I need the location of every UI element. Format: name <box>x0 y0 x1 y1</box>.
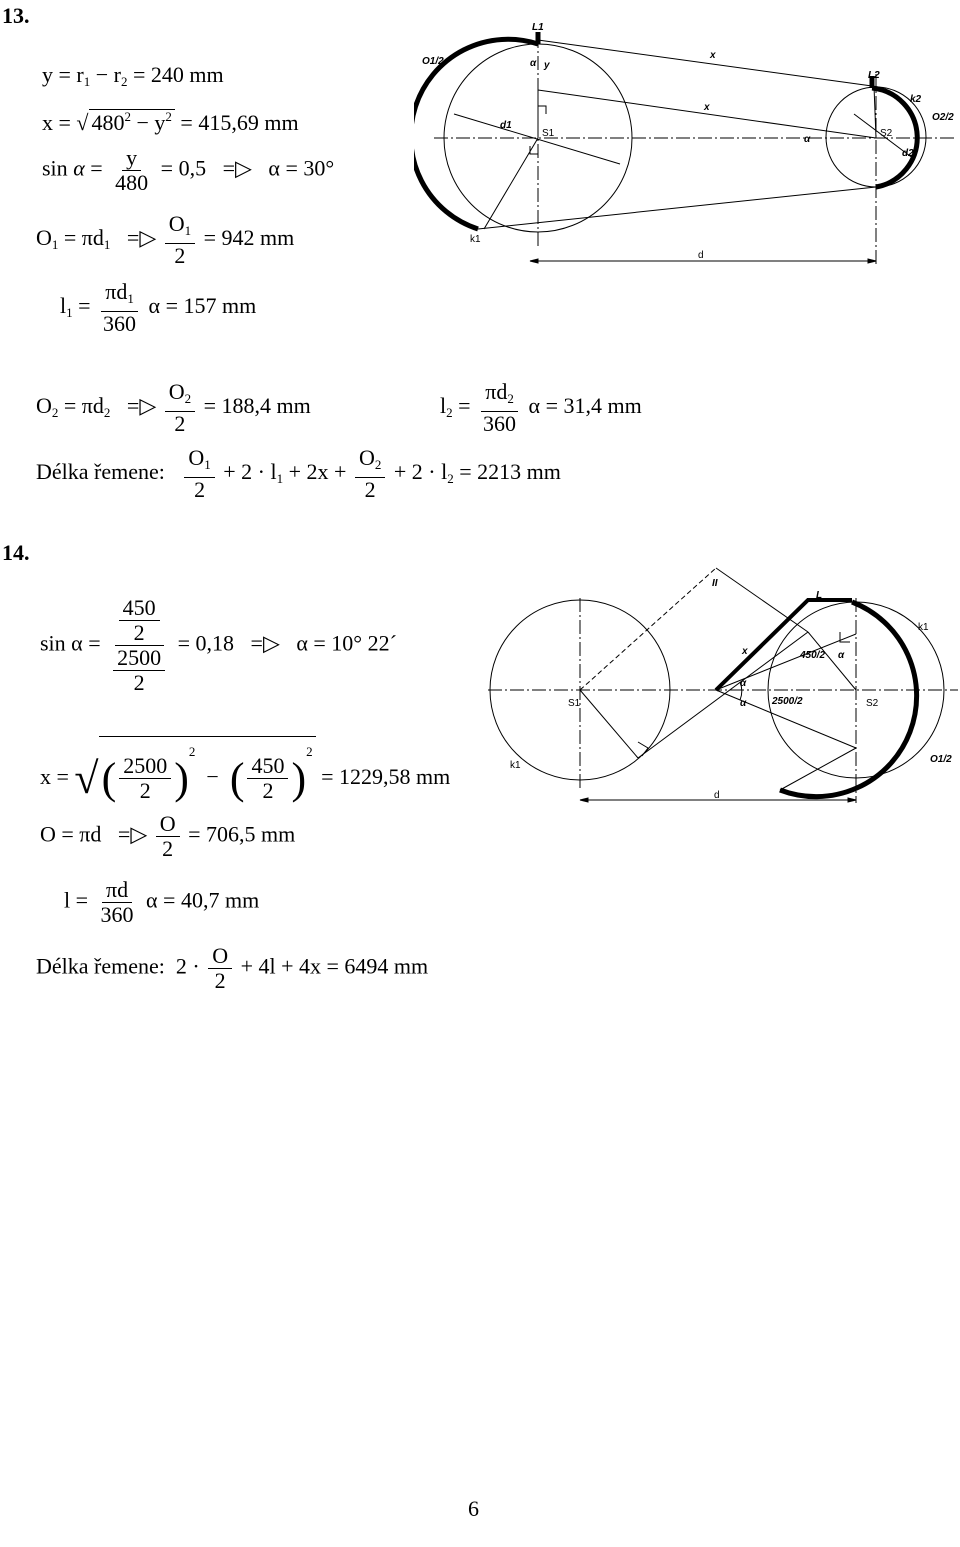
fig1-label-S1: S1 <box>542 128 555 139</box>
eq-14-5-belt-length: Délka řemene: 2 · $\frac{O}{2}$ + 4l + 4x = 6494 mm <box>36 943 429 993</box>
fig1-label-L2: L2 <box>868 70 880 81</box>
problem-14-number: 14. <box>2 540 30 565</box>
fig2-label-alpha-c: α <box>740 698 747 709</box>
fig1-label-S2: S2 <box>880 128 893 139</box>
fig1-label-d: d <box>698 250 704 261</box>
eq-14-3: O = πd =▷ $\frac{O}{2}$ = 706,5 mm <box>40 811 296 861</box>
eq-13-4: $O_1 = \pi d_1$ =▷ $\frac{O_1}{2}$ = 942 mm <box>36 211 295 268</box>
eq-14-2: x = √( $\frac{2500}{2}$ )$^2$ − ( $\frac{450}{2}$ )$^2$ = 1229,58 mm <box>40 736 450 803</box>
fig1-label-alpha2: α <box>804 134 811 145</box>
eq-14-1: sin α = $\frac{\frac{450}{2}}{\frac{2500}{2}}$ = 0,18 =▷ α = 10° 22´ <box>40 595 397 695</box>
fig2-label-450-half: 450/2 <box>800 650 826 661</box>
eq-13-5: $l_1$ = $\frac{\pi d_1}{360}$ α = 157 mm <box>60 279 257 336</box>
fig2-label-S2: S2 <box>866 698 879 709</box>
fig2-label-alpha-b: α <box>740 678 747 689</box>
fig2-label-k1-top: k1 <box>918 622 929 633</box>
fig1-label-alpha1: α <box>530 58 537 69</box>
fig1-label-k2: k2 <box>910 94 922 105</box>
eq-13-8-belt-length: Délka řemene: $\frac{O_1}{2}$ + $2 \cdot l_1 + 2x$ + $\frac{O_2}{2}$ + $2 \cdot l_2 = 2213$ mm <box>36 445 561 502</box>
eq-13-6: $O_2 = \pi d_2$ =▷ $\frac{O_2}{2}$ = 188,4 mm <box>36 379 311 436</box>
fig2-label-2500-half: 2500/2 <box>772 696 803 707</box>
fig1-label-x-mid: x <box>704 102 710 113</box>
fig1-label-d1: d1 <box>500 120 512 131</box>
fig2-label-O12: O1/2 <box>930 754 952 765</box>
fig2-label-x: x <box>742 646 748 657</box>
fig2-label-parallel: II <box>712 578 718 589</box>
fig2-label-alpha-a: α <box>838 650 845 661</box>
fig2-label-S1: S1 <box>568 698 581 709</box>
eq-13-3: sin α = $\frac{y}{480}$ = 0,5 =▷ α = 30° <box>42 145 335 195</box>
fig1-label-k1: k1 <box>470 234 481 245</box>
eq-13-2: x = √ $480^2 - y^2 = 415,69$ mm <box>42 109 299 135</box>
page-number: 6 <box>468 1496 479 1521</box>
fig1-label-d2: d2 <box>902 148 914 159</box>
eq-13-1: $y = r_1 - r_2 = 240$ mm <box>42 62 224 89</box>
figure-13-belt-drive <box>414 14 960 276</box>
fig1-label-O12: O1/2 <box>422 56 444 67</box>
fig1-label-O22: O2/2 <box>932 112 954 123</box>
fig2-label-d: d <box>714 790 720 801</box>
fig1-label-L1: L1 <box>532 22 544 33</box>
problem-13-number: 13. <box>2 3 30 28</box>
fig1-label-y: y <box>544 60 550 71</box>
eq-14-4: l = $\frac{\pi d}{360}$ α = 40,7 mm <box>64 877 260 927</box>
fig2-label-k1: k1 <box>510 760 521 771</box>
figure-14-crossed-belt <box>488 558 960 810</box>
fig1-label-x-top: x <box>710 50 716 61</box>
eq-13-7: $l_2$ = $\frac{\pi d_2}{360}$ α = 31,4 mm <box>440 379 642 436</box>
fig2-label-L: L <box>816 590 823 601</box>
